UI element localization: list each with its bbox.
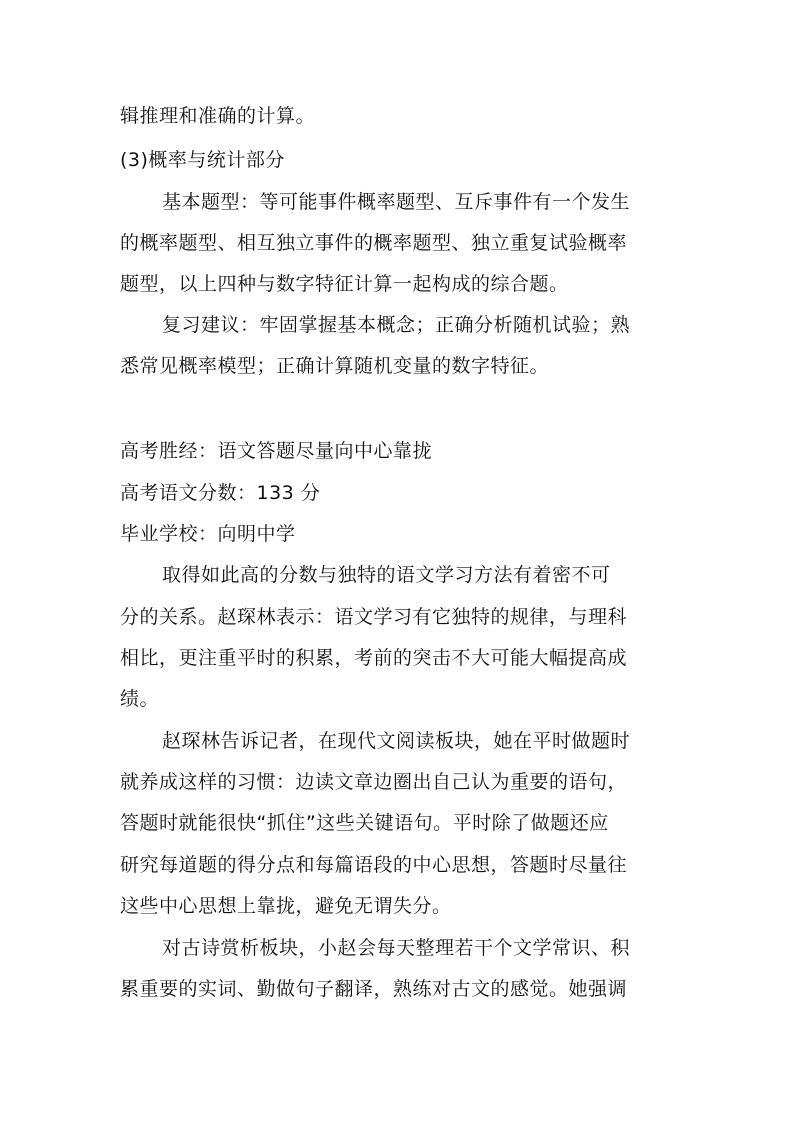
text-line: 对古诗赏析板块，小赵会每天整理若干个文学常识、积 xyxy=(162,937,631,959)
text-line: 复习建议：牢固掌握基本概念；正确分析随机试验；熟 xyxy=(162,314,631,336)
school-line: 毕业学校：向明中学 xyxy=(120,523,296,545)
text-line: 研究每道题的得分点和每篇语段的中心思想，答题时尽量往 xyxy=(120,854,628,876)
text-line: 赵琛林告诉记者，在现代文阅读板块，她在平时做题时 xyxy=(162,730,631,752)
text-line: 分的关系。赵琛林表示：语文学习有它独特的规律，与理科 xyxy=(120,606,628,628)
text-line: 的概率题型、相互独立事件的概率题型、独立重复试验概率 xyxy=(120,232,628,254)
score-line: 高考语文分数：133 分 xyxy=(120,482,321,504)
text-line: 累重要的实词、勤做句子翻译，熟练对古文的感觉。她强调 xyxy=(120,978,628,1000)
text-line: 基本题型：等可能事件概率题型、互斥事件有一个发生 xyxy=(162,191,631,213)
text-line: 这些中心思想上靠拢，避免无谓失分。 xyxy=(120,895,452,917)
text-line: 取得如此高的分数与独特的语文学习方法有着密不可 xyxy=(162,564,611,586)
text-line: 相比，更注重平时的积累，考前的突击不大可能大幅提高成 xyxy=(120,647,628,669)
text-line: 答题时就能很快“抓住”这些关键语句。平时除了做题还应 xyxy=(120,812,609,834)
text-line: 悉常见概率模型；正确计算随机变量的数字特征。 xyxy=(120,355,550,377)
article-headline: 高考胜经：语文答题尽量向中心靠拢 xyxy=(120,440,433,462)
text-line: 就养成这样的习惯：边读文章边圈出自己认为重要的语句， xyxy=(120,771,628,793)
section-heading: (3)概率与统计部分 xyxy=(120,149,285,171)
text-line: 辑推理和准确的计算。 xyxy=(120,105,316,127)
text-line: 绩。 xyxy=(120,688,160,710)
text-line: 题型，以上四种与数字特征计算一起构成的综合题。 xyxy=(120,273,569,295)
